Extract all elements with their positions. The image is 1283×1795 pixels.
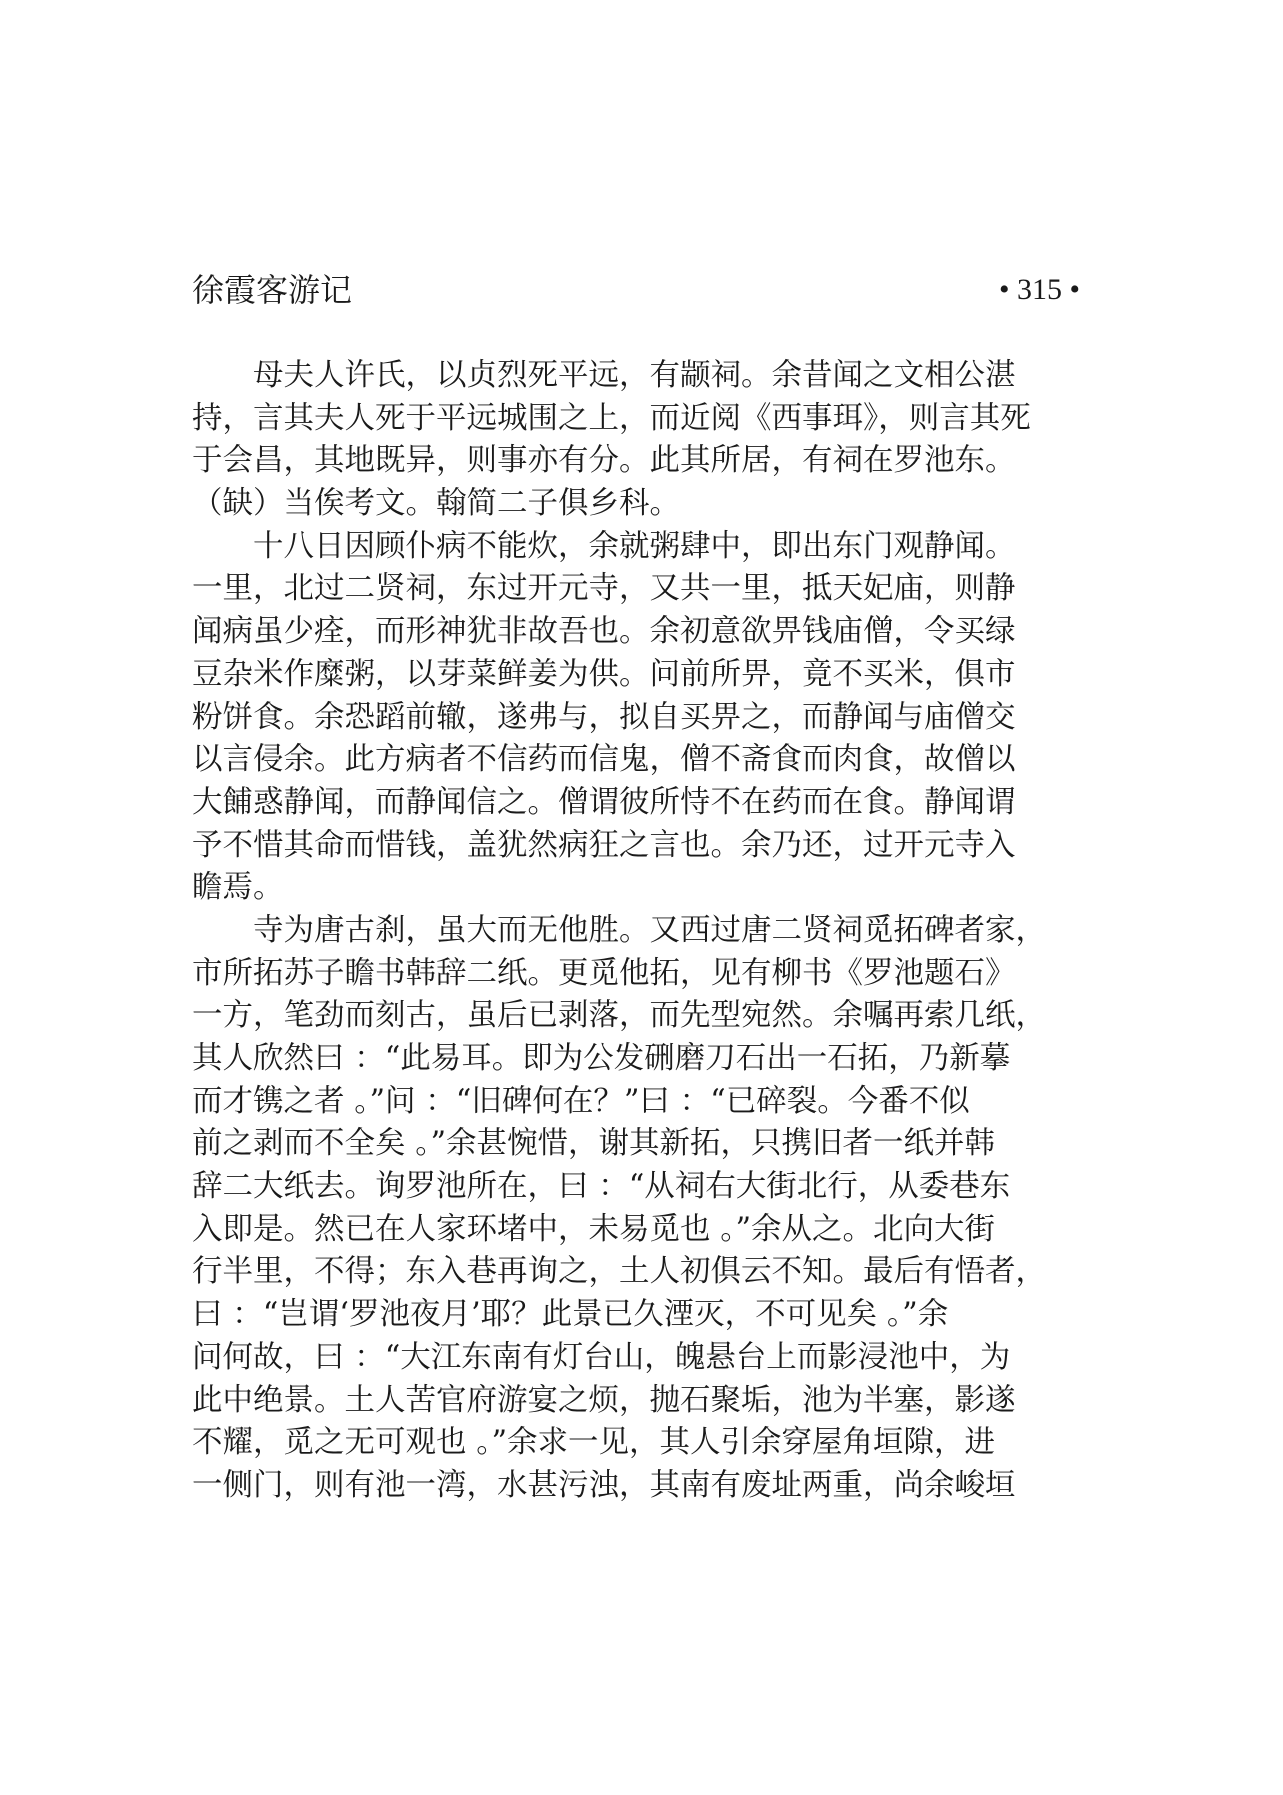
text-line: 瞻焉。 bbox=[192, 870, 284, 906]
text-line: 持，言其夫人死于平远城围之上，而近阅《西事珥》，则言其死 bbox=[192, 400, 1031, 436]
text-line: 行半里，不得；东入巷再询之，土人初俱云不知。最后有悟者， bbox=[192, 1254, 1046, 1290]
text-line: 豆杂米作糜粥，以芽菜鲜姜为供。问前所畀，竟不买米，俱市 bbox=[192, 656, 1016, 692]
text-line: 寺为唐古刹，虽大而无他胜。又西过唐二贤祠觅拓碑者家， bbox=[192, 912, 1046, 948]
text-line: 前之剥而不全矣 。”余甚惋惜，谢其新拓，只携旧者一纸并韩 bbox=[192, 1126, 996, 1162]
book-title: 徐霞客游记 bbox=[192, 271, 353, 309]
text-line: 粉饼食。余恐蹈前辙，遂弗与，拟自买畀之，而静闻与庙僧交 bbox=[192, 699, 1016, 735]
text-line: 辞二大纸去。询罗池所在，曰 ：“从祠右大街北行，从委巷东 bbox=[192, 1169, 1011, 1205]
running-header bbox=[192, 268, 1080, 312]
paragraph bbox=[192, 526, 1080, 910]
body-text bbox=[192, 355, 1080, 1508]
text-line: 问何故，曰 ：“大江东南有灯台山，魄悬台上而影浸池中，为 bbox=[192, 1339, 1011, 1375]
text-line: 大餔惑静闻，而静闻信之。僧谓彼所恃不在药而在食。静闻谓 bbox=[192, 784, 1016, 820]
text-line: 一方，笔劲而刻古，虽后已剥落，而先型宛然。余嘱再索几纸， bbox=[192, 998, 1046, 1034]
text-line: 十八日因顾仆病不能炊，余就粥肆中，即出东门观静闻。 bbox=[192, 528, 1016, 564]
text-line: 曰 ：“岂谓‘罗池夜月’耶？此景已久湮灭，不可见矣 。”余 bbox=[192, 1297, 949, 1333]
paragraph bbox=[192, 910, 1080, 1508]
text-line: 不耀，觅之无可观也 。”余求一见，其人引余穿屋角垣隙，进 bbox=[192, 1425, 996, 1461]
text-line: 于会昌，其地既异，则事亦有分。此其所居，有祠在罗池东。 bbox=[192, 443, 1016, 479]
text-line: 入即是。然已在人家环堵中，未易觅也 。”余从之。北向大街 bbox=[192, 1211, 996, 1247]
text-line: 市所拓苏子瞻书韩辞二纸。更觅他拓，见有柳书《罗池题石》 bbox=[192, 955, 1016, 991]
text-line: 闻病虽少痊，而形神犹非故吾也。余初意欲畀钱庙僧，令买绿 bbox=[192, 614, 1016, 650]
text-line: 其人欣然曰 ：“此易耳。即为公发硎磨刀石出一石拓，乃新摹 bbox=[192, 1041, 1011, 1076]
page-number: • 315 • bbox=[998, 273, 1080, 306]
text-line: （缺）当俟考文。翰简二子俱乡科。 bbox=[192, 486, 680, 522]
text-line: 一侧门，则有池一湾，水甚污浊，其南有废址两重，尚余峻垣 bbox=[192, 1467, 1016, 1503]
text-line: 以言侵余。此方病者不信药而信鬼，僧不斋食而肉食，故僧以 bbox=[192, 742, 1016, 778]
text-line: 一里，北过二贤祠，东过开元寺，又共一里，抵天妃庙，则静 bbox=[192, 571, 1016, 607]
text-line: 母夫人许氏，以贞烈死平远，有颛祠。余昔闻之文相公湛 bbox=[192, 358, 1016, 393]
text-line: 此中绝景。土人苦官府游宴之烦，抛石聚垢，池为半塞，影遂 bbox=[192, 1382, 1016, 1418]
paragraph bbox=[192, 355, 1080, 526]
text-line: 而才镌之者 。”问 ：“旧碑何在？”曰 ：“已碎裂。今番不似 bbox=[192, 1083, 970, 1119]
text-line: 予不惜其命而惜钱，盖犹然病狂之言也。余乃还，过开元寺入 bbox=[192, 827, 1016, 863]
